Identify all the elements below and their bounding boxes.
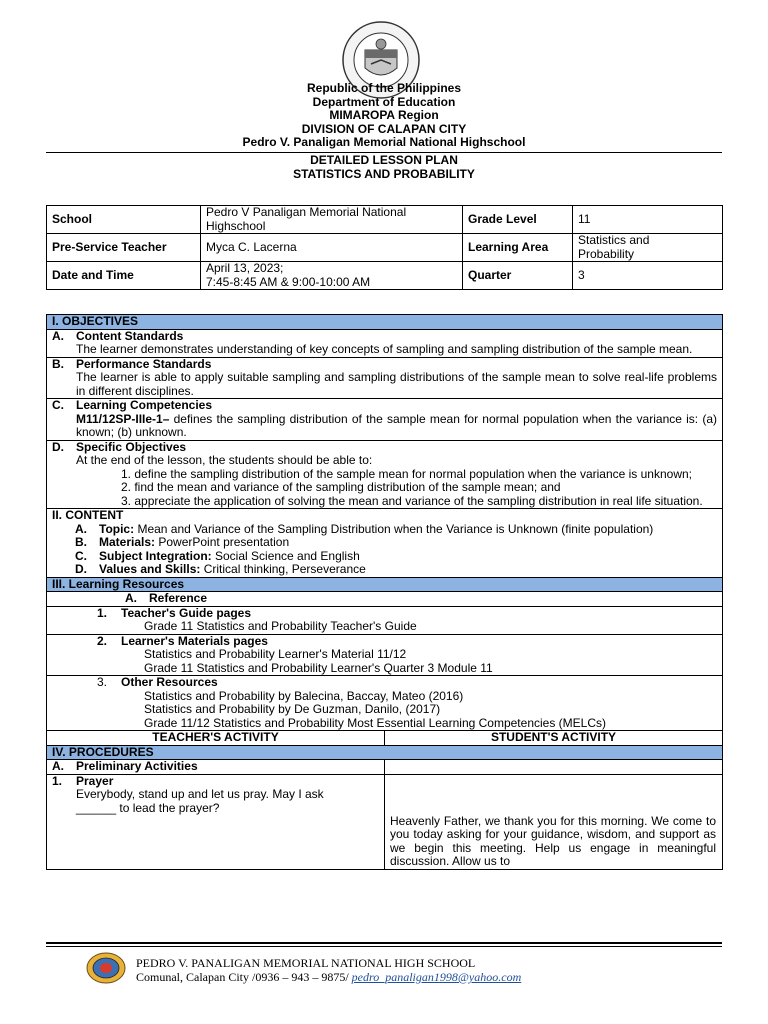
teacher-activity-header: TEACHER'S ACTIVITY	[47, 731, 385, 746]
footer-text	[136, 956, 521, 984]
grade-label: Grade Level	[463, 206, 573, 234]
quarter-label: Quarter	[463, 262, 573, 290]
content-heading: II. CONTENT	[52, 508, 124, 522]
subject-title: STATISTICS AND PROBABILITY	[293, 166, 475, 181]
lesson-plan-title: DETAILED LESSON PLAN	[310, 153, 458, 167]
objective-item: 2. find the mean and variance of the sampling distribution of the sample mean; and	[121, 480, 561, 494]
teacher-value: Myca C. Lacerna	[201, 234, 463, 262]
student-activity-header: STUDENT'S ACTIVITY	[385, 731, 723, 746]
procedures-heading: IV. PROCEDURES	[47, 745, 723, 760]
teacher-row	[47, 234, 723, 262]
school-label: School	[47, 206, 201, 234]
specific-objectives: D. Specific Objectives At the end of the lesson, the students should be able to: 1. define the sampling distribution of the sample mean for normal population when the variance is unknown; 2. find the mean and variance of the sampling distribution of the sample mean; and 3. appreciate the application of solving the mean and variance of the sampling distribution in real life situation.	[47, 440, 723, 509]
learning-competencies: C. Learning Competencies M11/12SP-IIIe-1– defines the sampling distribution of the sample mean for normal population when the variance is: (a) known; (b) unknown.	[47, 399, 723, 441]
footer-email-link[interactable]: pedro_panaligan1998@yahoo.com	[351, 970, 522, 984]
preliminary-student-cell	[385, 760, 723, 775]
grade-value: 11	[573, 206, 723, 234]
footer-divider	[46, 942, 722, 944]
school-line: Pedro V. Panaligan Memorial National Highschool	[242, 135, 526, 149]
area-label: Learning Area	[463, 234, 573, 262]
objective-item: 3. appreciate the application of solving the mean and variance of the sampling distribution in real life situation.	[121, 493, 703, 508]
footer-school-name: PEDRO V. PANALIGAN MEMORIAL NATIONAL HIGH SCHOOL	[136, 956, 476, 970]
performance-standards: B. Performance Standards The learner is able to apply suitable sampling and sampling distributions of the sample mean to solve real-life problems in different disciplines.	[47, 357, 723, 399]
footer-contact: Comunal, Calapan City /0936 – 943 – 9875/ pedro_panaligan1998@yahoo.com	[136, 970, 522, 984]
learners-materials: 2. Learner's Materials pages Statistics and Probability Learner's Material 11/12 Grade 11 Statistics and Probability Learner's Quarter 3 Module 11	[47, 634, 723, 676]
prayer-teacher-cell: 1. Prayer Everybody, stand up and let us pray. May I ask ______ to lead the prayer?	[47, 774, 385, 869]
objective-item: 1. define the sampling distribution of the sample mean for normal population when the variance is unknown;	[121, 466, 693, 481]
teachers-guide: 1. Teacher's Guide pages Grade 11 Statistics and Probability Teacher's Guide	[47, 606, 723, 634]
republic-line: Republic of the Philippines	[306, 81, 461, 95]
school-value: Pedro V Panaligan Memorial National Highschool	[201, 206, 463, 234]
objectives-heading: I. OBJECTIVES	[47, 315, 723, 330]
info-table	[46, 205, 723, 290]
document-title	[0, 154, 768, 181]
date-value: April 13, 2023; 7:45-8:45 AM & 9:00-10:00 AM	[201, 262, 463, 290]
letterhead	[0, 82, 768, 150]
teacher-label: Pre-Service Teacher	[47, 234, 201, 262]
region-line: MIMAROPA Region	[329, 108, 439, 122]
school-row	[47, 206, 723, 234]
department-line: Department of Education	[312, 94, 456, 109]
other-resources: 3. Other Resources Statistics and Probability by Balecina, Baccay, Mateo (2016) Statistics and Probability by De Guzman, Danilo, (2017) Grade 11/12 Statistics and Probability Most Essential Learning Competencies (MELCs)	[47, 676, 723, 731]
division-line: DIVISION OF CALAPAN CITY	[301, 121, 467, 136]
lesson-plan-table	[46, 314, 723, 870]
quarter-value: 3	[573, 262, 723, 290]
prayer-student-cell: Heavenly Father, we thank you for this morning. We come to you today asking for your guidance, wisdom, and support as we begin this meeting. Help us engage in meaningful discussion. Allow us to	[385, 774, 723, 869]
area-value: Statistics and Probability	[573, 234, 723, 262]
preliminary-activities: A. Preliminary Activities	[47, 760, 385, 775]
resources-heading: III. Learning Resources	[47, 577, 723, 592]
date-label: Date and Time	[47, 262, 201, 290]
school-logo-icon	[86, 952, 126, 984]
content-section: II. CONTENT A. Topic: Mean and Variance of the Sampling Distribution when the Variance is Unknown (finite population) B. Materials: PowerPoint presentation C. Subject Integration: Social Science and English D. Values and Skills: Critical thinking, Perseverance	[47, 509, 723, 578]
date-row	[47, 262, 723, 290]
content-standards: A. Content Standards The learner demonstrates understanding of key concepts of sampling and sampling distribution of the sample mean.	[47, 329, 723, 357]
reference-heading: A. Reference	[47, 592, 723, 607]
footer-divider-thin	[46, 946, 722, 947]
